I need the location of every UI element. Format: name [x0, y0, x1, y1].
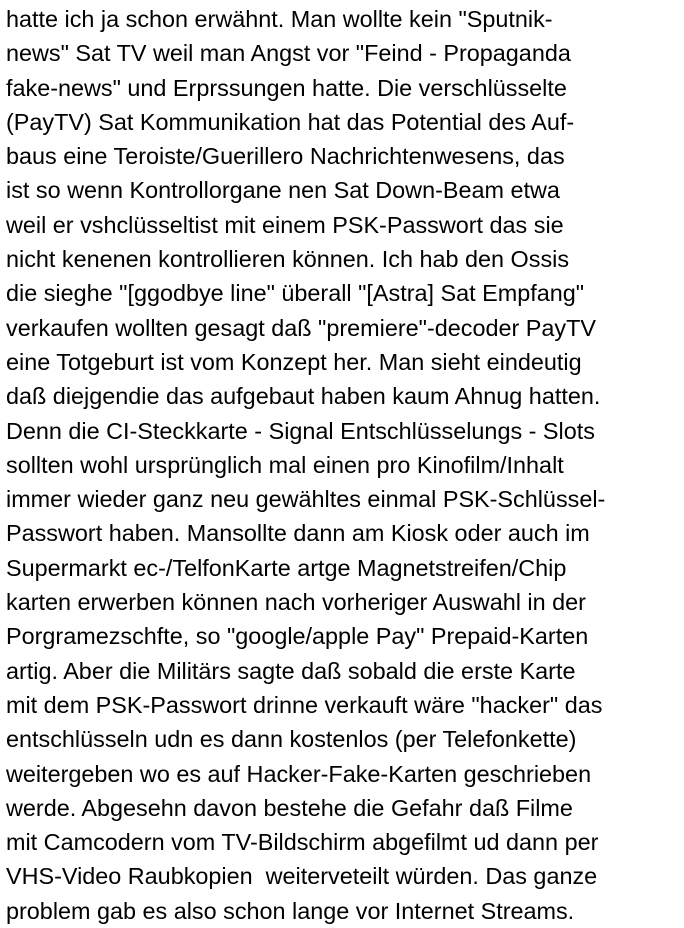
- text-line: fake-news" und Erprssungen hatte. Die verschlüsselte: [6, 74, 567, 101]
- text-line: Supermarkt ec-/TelfonKarte artge Magnetstreifen/Chip: [6, 554, 567, 581]
- text-line: entschlüsseln udn es dann kostenlos (per Telefonkette): [6, 726, 577, 753]
- text-line: weitergeben wo es auf Hacker-Fake-Karten geschrieben: [6, 760, 592, 787]
- text-line: weil er vshclüsseltist mit einem PSK-Passwort das sie: [6, 211, 564, 238]
- text-line: karten erwerben können nach vorheriger Auswahl in der: [6, 589, 586, 616]
- text-line: mit Camcodern vom TV-Bildschirm abgefilmt ud dann per: [6, 829, 599, 856]
- text-line: (PayTV) Sat Kommunikation hat das Potential des Auf-: [6, 108, 575, 135]
- text-line: Denn die CI-Steckkarte - Signal Entschlüsselungs - Slots: [6, 417, 595, 444]
- text-line: problem gab es also schon lange vor Internet Streams.: [6, 897, 575, 924]
- text-line: VHS-Video Raubkopien weiterveteilt würden. Das ganze: [6, 863, 598, 890]
- text-line: werde. Abgesehn davon bestehe die Gefahr daß Filme: [6, 794, 573, 821]
- text-line: daß diejgendie das aufgebaut haben kaum Ahnug hatten.: [6, 383, 601, 410]
- body-text: [6, 2, 682, 928]
- text-line: artig. Aber die Militärs sagte daß sobald die erste Karte: [6, 657, 576, 684]
- text-line: nicht kenenen kontrollieren können. Ich hab den Ossis: [6, 246, 570, 273]
- text-line: baus eine Teroiste/Guerillero Nachrichtenwesens, das: [6, 143, 565, 170]
- text-line: mit dem PSK-Passwort drinne verkauft wäre "hacker" das: [6, 691, 603, 718]
- text-line: immer wieder ganz neu gewähltes einmal PSK-Schlüssel-: [6, 486, 606, 513]
- text-line: die sieghe "[ggodbye line" überall "[Astra] Sat Empfang": [6, 280, 585, 307]
- text-line: Porgramezschfte, so "google/apple Pay" Prepaid-Karten: [6, 623, 589, 650]
- text-line: eine Totgeburt ist vom Konzept her. Man sieht eindeutig: [6, 348, 582, 375]
- text-line: verkaufen wollten gesagt daß "premiere"-decoder PayTV: [6, 314, 596, 341]
- text-line: Passwort haben. Mansollte dann am Kiosk oder auch im: [6, 520, 590, 547]
- text-line: news" Sat TV weil man Angst vor "Feind - Propaganda: [6, 40, 571, 67]
- text-line: hatte ich ja schon erwähnt. Man wollte kein "Sputnik-: [6, 6, 553, 32]
- text-line: sollten wohl ursprünglich mal einen pro Kinofilm/Inhalt: [6, 451, 564, 478]
- text-line: ist so wenn Kontrollorgane nen Sat Down-Beam etwa: [6, 177, 560, 204]
